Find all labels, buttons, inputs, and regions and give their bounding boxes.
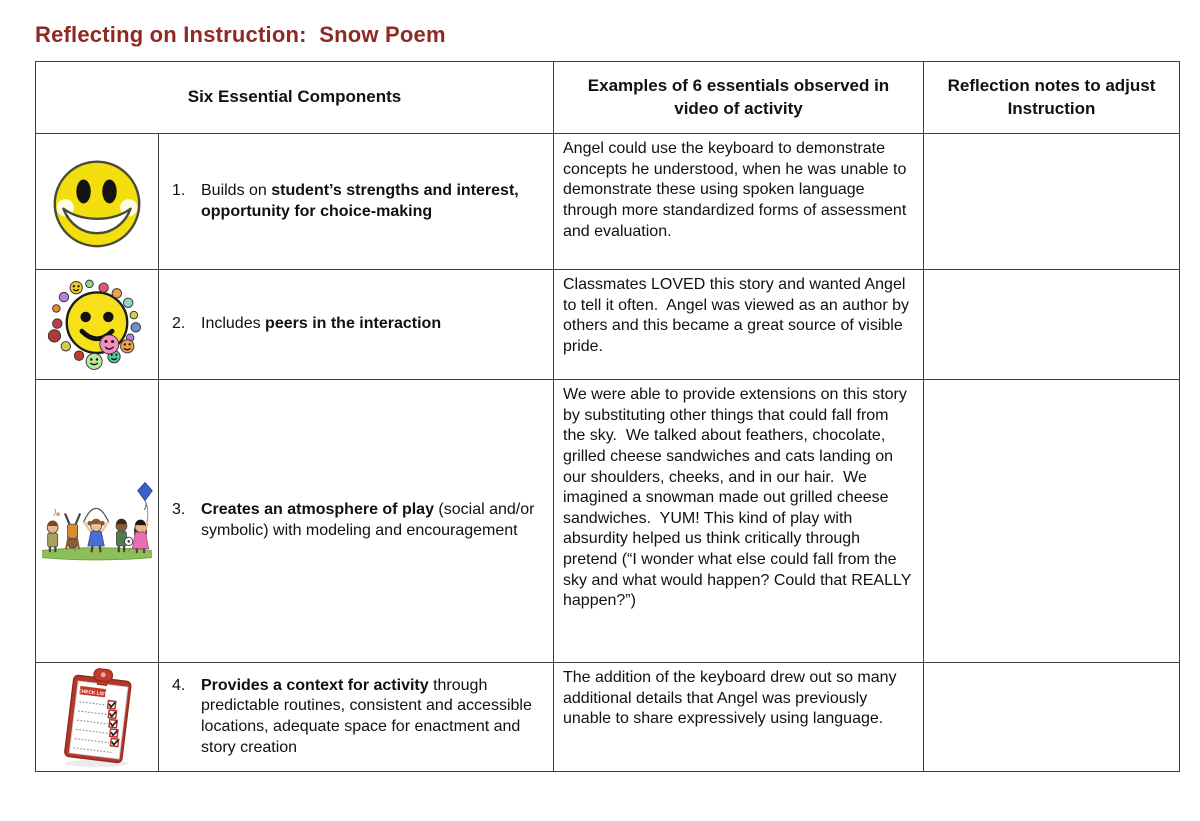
example-text: The addition of the keyboard drew out so many additional details that Angel was previously unable to share expressively using language. (554, 663, 924, 772)
icon-cell-4 (36, 663, 159, 772)
header-examples-observed: Examples of 6 essentials observed in video of activity (554, 62, 924, 134)
example-text: Classmates LOVED this story and wanted Angel to tell it often. Angel was viewed as an author by others and this became a great source of visible pride. (554, 270, 924, 380)
component-text: Creates an atmosphere of play (social and/or symbolic) with modeling and encouragement (201, 501, 535, 539)
reflection-notes-cell (924, 663, 1180, 772)
table-row-4 (36, 663, 1180, 772)
component-cell-1 (159, 134, 554, 270)
reflection-table (35, 61, 1180, 772)
peer-smileys-icon (38, 275, 156, 375)
table-header-row (36, 62, 1180, 134)
component-cell-2 (159, 270, 554, 380)
component-text: Provides a context for activity through predictable routines, consistent and accessible locations, adequate space for enactment and story creation (201, 676, 532, 756)
component-number: 1. (172, 181, 186, 199)
component-text: Includes peers in the interaction (201, 315, 442, 333)
document-page (0, 22, 1200, 772)
component-text: Builds on student’s strengths and interest, opportunity for choice-making (201, 181, 519, 220)
checklist-clipboard-icon (38, 665, 156, 769)
reflection-notes-cell (924, 134, 1180, 270)
component-cell-3 (159, 380, 554, 663)
example-text: Angel could use the keyboard to demonstrate concepts he understood, when he was unable to demonstrate these using spoken language through more standardized forms of assessment and evaluation. (554, 134, 924, 270)
icon-cell-1 (36, 134, 159, 270)
table-row-3 (36, 380, 1180, 663)
example-text: We were able to provide extensions on this story by substituting other things that could fall from the sky. We talked about feathers, chocolate, grilled cheese sandwiches and cats landing on our shoulders, cheeks, and in our hair. We imagined a snowman made out grilled cheese sandwiches. YUM! This kind of play with absurdity helped us think critically through pretend (“I wonder what else could fall from the sky and what would happen? Could that REALLY happen?”) (554, 380, 924, 663)
icon-cell-3 (36, 380, 159, 663)
children-playing-icon (38, 478, 156, 564)
header-reflection-notes: Reflection notes to adjust Instruction (924, 62, 1180, 134)
reflection-notes-cell (924, 270, 1180, 380)
table-row-1 (36, 134, 1180, 270)
component-number: 4. (172, 676, 186, 694)
icon-cell-2 (36, 270, 159, 380)
component-number: 3. (172, 501, 186, 519)
page-title: Reflecting on Instruction: Snow Poem (35, 22, 446, 47)
table-row-2 (36, 270, 1180, 380)
component-cell-4 (159, 663, 554, 772)
header-six-essential-components: Six Essential Components (36, 62, 554, 134)
reflection-notes-cell (924, 380, 1180, 663)
checklist-label: CHECK LIST (77, 689, 108, 698)
smiley-face-icon (38, 154, 156, 250)
component-number: 2. (172, 315, 186, 333)
